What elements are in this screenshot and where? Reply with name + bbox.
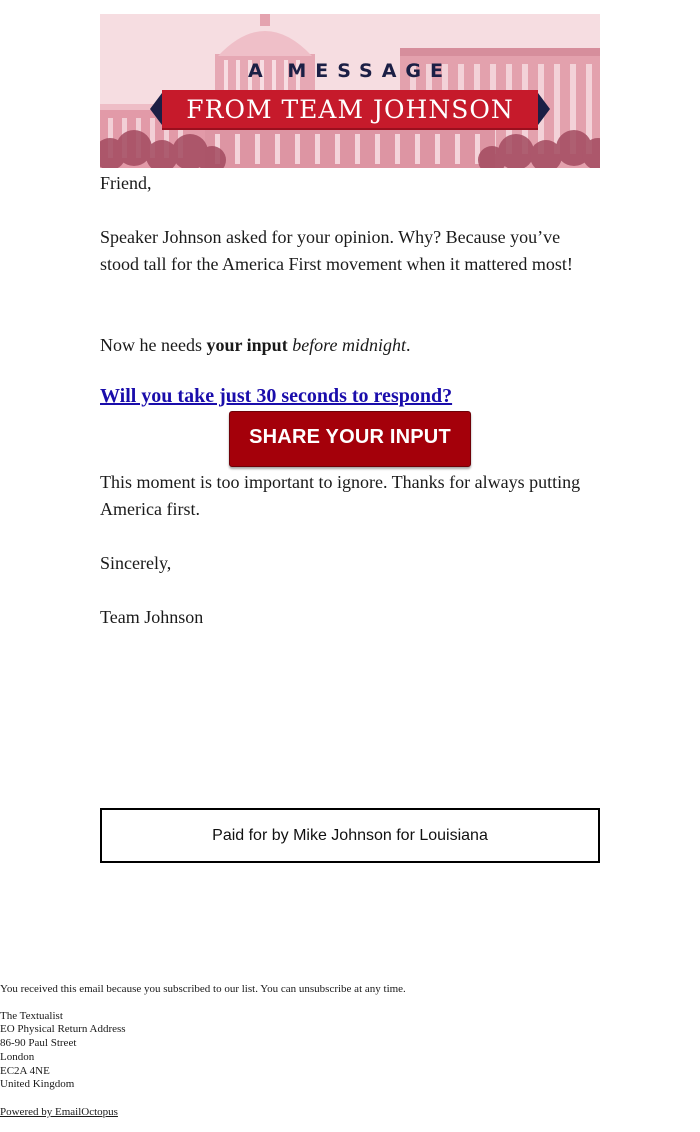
- greeting: Friend,: [100, 173, 152, 193]
- address-line: The Textualist: [0, 1009, 63, 1022]
- email-footer: [0, 983, 406, 1120]
- address-line: EC2A 4NE: [0, 1064, 50, 1077]
- body-paragraph-3: This moment is too important to ignore. Thanks for always putting America first.: [100, 472, 581, 519]
- powered-by-link[interactable]: Powered by EmailOctopus: [0, 1105, 118, 1118]
- banner-title-line2: FROM TEAM JOHNSON: [186, 95, 514, 124]
- share-input-button[interactable]: SHARE YOUR INPUT: [229, 411, 471, 467]
- body-paragraph-1: Speaker Johnson asked for your opinion. Why? Because you’ve stood tall for the America First movement when it mattered most!: [100, 227, 573, 274]
- address-line: 86-90 Paul Street: [0, 1037, 77, 1050]
- header-banner: [100, 14, 600, 168]
- address-line: United Kingdom: [0, 1078, 75, 1091]
- signature: Team Johnson: [100, 607, 204, 627]
- address-line: EO Physical Return Address: [0, 1023, 126, 1036]
- para2-italic: before midnight: [292, 335, 407, 355]
- body-paragraph-2: [100, 332, 411, 359]
- respond-link[interactable]: Will you take just 30 seconds to respond?: [100, 385, 453, 407]
- subscription-notice: You received this email because you subscribed to our list. You can unsubscribe at any time.: [0, 983, 406, 995]
- banner-ribbon: [162, 90, 538, 128]
- para2-suffix: .: [406, 335, 411, 355]
- email-content: [100, 14, 600, 627]
- closing: Sincerely,: [100, 553, 172, 573]
- para2-bold: your input: [206, 335, 288, 355]
- para2-prefix: Now he needs: [100, 335, 207, 355]
- paid-for-disclaimer: Paid for by Mike Johnson for Louisiana: [100, 808, 600, 863]
- banner-title-line1: A MESSAGE: [248, 60, 452, 82]
- address-line: London: [0, 1050, 35, 1063]
